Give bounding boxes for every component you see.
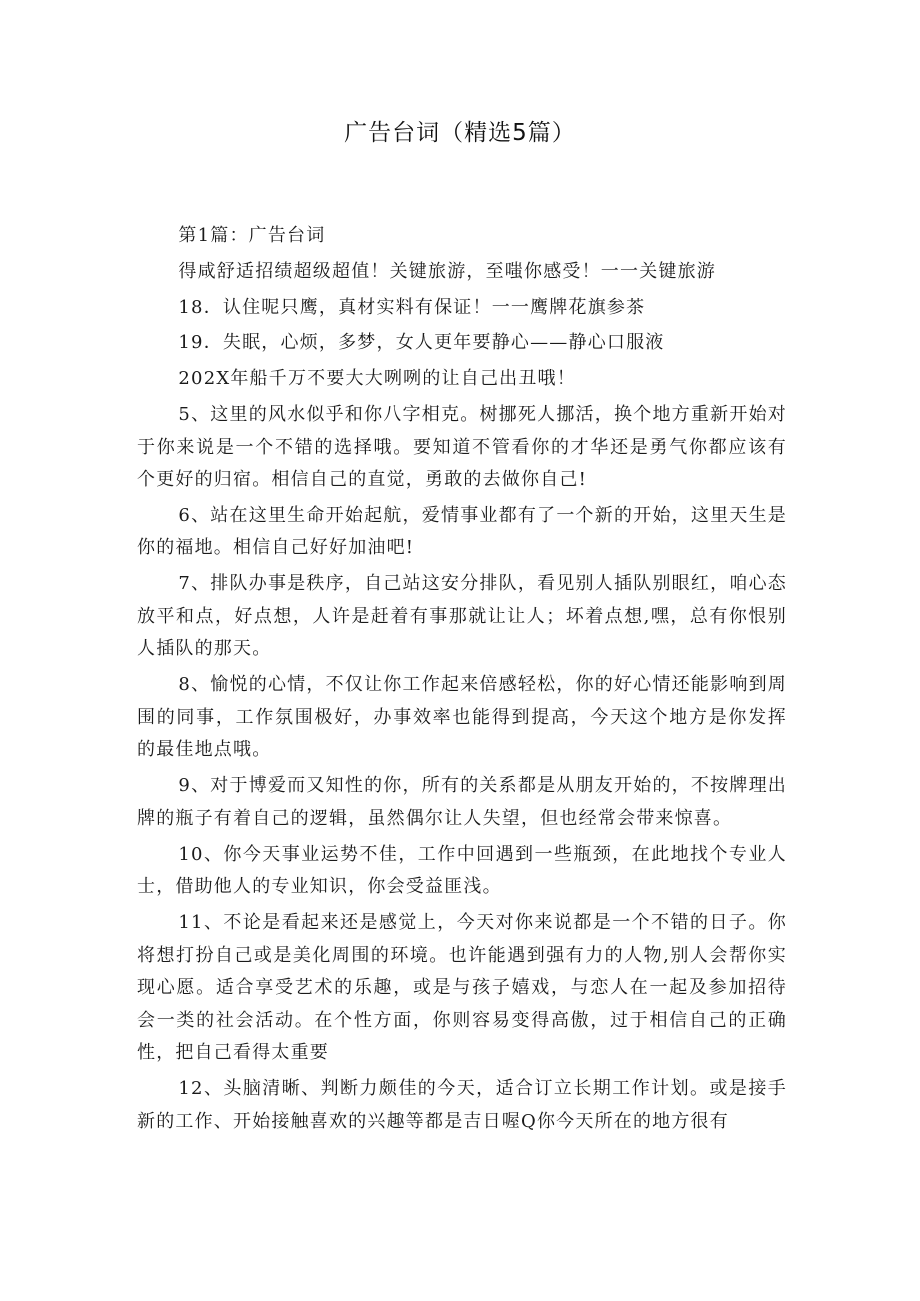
paragraph: 得咸舒适招绩超级超值！关键旅游，至嗤你感受！一一关键旅游: [178, 260, 716, 282]
document-title: 广告台词（精选5篇）: [344, 120, 576, 146]
paragraph: 8、愉悦的心情，不仅让你工作起来倍感轻松，你的好心情还能影响到周围的同事，工作氛围极好，办事效率也能得到提高，今天这个地方是你发挥的最佳地点哦。: [137, 674, 787, 761]
paragraph: 11、不论是看起来还是感觉上，今天对你来说都是一个不错的日子。你将想打扮自己或是美化周围的环境。也许能遇到强有力的人物,别人会帮你实现心愿。适合享受艺术的乐趣，或是与孩子嬉戏，与恋人在一起及参加招待会一类的社会活动。在个性方面，你则容易变得高傲，过于相信自己的正确性，把自己看得太重要: [137, 911, 787, 1064]
paragraph: 5、这里的风水似乎和你八字相克。树挪死人挪活，换个地方重新开始对于你来说是一个不错的选择哦。要知道不管看你的才华还是勇气你都应该有个更好的归宿。相信自己的直觉，勇敢的去做你自己!: [137, 403, 787, 491]
paragraph: 18．认住呢只鹰，真材实料有保证！一一鹰牌花旗参茶: [178, 296, 646, 318]
document-body: [137, 220, 787, 1141]
paragraph: 7、排队办事是秩序，自己站这安分排队，看见别人插队别眼红，咱心态放平和点，好点想，人许是赶着有事那就让让人；坏着点想,嘿，总有你恨别人插队的那天。: [137, 573, 787, 660]
paragraph: 10、你今天事业运势不佳，工作中回遇到一些瓶颈，在此地找个专业人士，借助他人的专业知识，你会受益匪浅。: [137, 843, 787, 898]
paragraph: 6、站在这里生命开始起航，爱情事业都有了一个新的开始，这里天生是你的福地。相信自己好好加油吧!: [137, 504, 787, 559]
paragraph: 19．失眠，心烦，多梦，女人更年要静心——静心口服液: [178, 332, 665, 354]
section-heading: 第1篇：广告台词: [178, 225, 326, 246]
paragraph: 12、头脑清晰、判断力颇佳的今天，适合订立长期工作计划。或是接手新的工作、开始接触喜欢的兴趣等都是吉日喔Q你今天所在的地方很有: [137, 1078, 787, 1132]
paragraph: 202X年船千万不要大大咧咧的让自己出丑哦！: [178, 368, 576, 390]
paragraph: 9、对于博爱而又知性的你，所有的关系都是从朋友开始的，不按牌理出牌的瓶子有着自己的逻辑，虽然偶尔让人失望，但也经常会带来惊喜。: [137, 775, 787, 829]
